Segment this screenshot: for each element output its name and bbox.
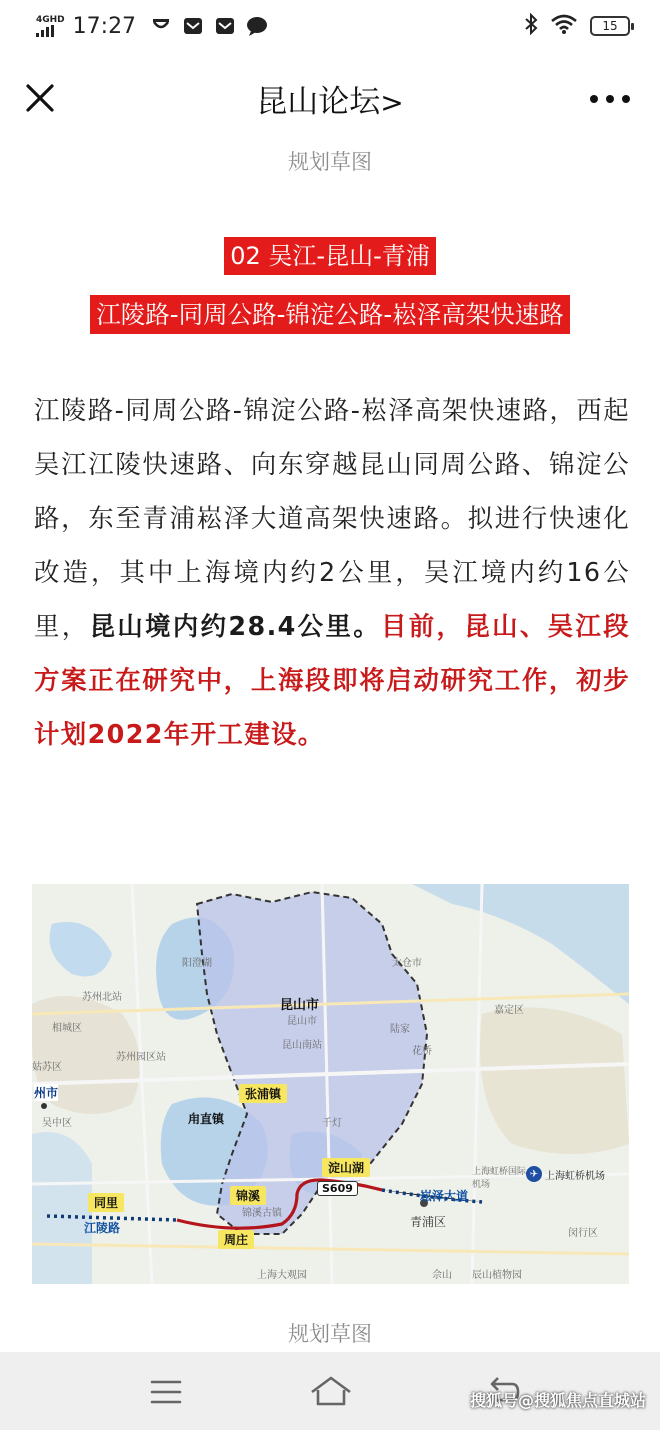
map-label-hongqiao-sub: 上海虹桥国际机场 <box>472 1167 527 1190</box>
system-navigation-bar <box>0 1352 660 1430</box>
map-label-minhang: 闵行区 <box>568 1228 598 1239</box>
mail-notification-icon-2 <box>214 15 236 37</box>
map-tag-songze: 崧泽大道 <box>420 1189 469 1203</box>
map-label-qiandeng: 千灯 <box>322 1118 342 1129</box>
image-caption-top: 规划草图 <box>288 150 372 174</box>
map-label-kunshan-south: 昆山南站 <box>282 1040 322 1051</box>
wifi-icon <box>550 13 578 39</box>
map-tag-jiangling: 江陵路 <box>84 1221 121 1235</box>
route-planning-map[interactable] <box>32 884 629 1284</box>
map-tag-luzhi: 甪直镇 <box>188 1112 225 1126</box>
app-notification-icon <box>150 15 172 37</box>
paragraph-bold-text: 昆山境内约28.4公里。 <box>89 611 381 641</box>
map-label-qingpu: 青浦区 <box>410 1215 447 1229</box>
road-shield-badge: S609 <box>317 1181 358 1196</box>
menu-icon <box>146 1374 186 1410</box>
headline-road-names <box>0 296 660 331</box>
clock: 17:27 <box>72 13 137 39</box>
map-label-jinxi-sub: 锦溪古镇 <box>242 1208 282 1219</box>
headline-text: 02 吴江-昆山-青浦 <box>224 237 436 275</box>
menu-button[interactable] <box>146 1374 186 1410</box>
headline-text: 江陵路-同周公路-锦淀公路-崧泽高架快速路 <box>90 295 570 334</box>
map-label-lvzhi: 陆家 <box>390 1024 410 1035</box>
article-paragraph <box>34 383 630 761</box>
map-label-jiading: 嘉定区 <box>494 1005 524 1016</box>
map-label-shanghai-lake: 上海大观园 <box>257 1270 307 1281</box>
chat-notification-icon <box>246 15 268 37</box>
image-caption-bottom: 规划草图 <box>288 1322 372 1346</box>
forum-title: 昆山论坛 <box>256 84 381 120</box>
map-tag-jinxi: 锦溪 <box>230 1186 266 1205</box>
home-icon <box>308 1374 354 1410</box>
hongqiao-label: 上海虹桥机场 <box>545 1170 605 1182</box>
more-dot-icon <box>606 95 614 103</box>
more-dot-icon <box>622 95 630 103</box>
map-tag-tongli: 同里 <box>88 1193 124 1212</box>
mail-notification-icon <box>182 15 204 37</box>
map-label-chenshan: 辰山植物园 <box>472 1270 522 1281</box>
map-label-kunshan-sub: 昆山市 <box>287 1016 317 1027</box>
paragraph-highlight-text: 目前，昆山、吴江段方案正在研究中，上海段即将启动研究工作，初步计划2022年开工建设。 <box>34 611 630 749</box>
more-options-button[interactable] <box>590 84 630 114</box>
network-type: 4GHD <box>36 15 65 25</box>
status-bar <box>0 0 660 52</box>
hongqiao-airport-marker <box>526 1166 605 1182</box>
nav-bar <box>0 62 660 134</box>
map-label-yangcheng: 阳澄湖 <box>182 958 212 969</box>
cell-signal-icon <box>36 15 65 37</box>
source-watermark: 搜狐号@搜狐焦点直城站 <box>469 1391 646 1410</box>
map-label-wuzhong: 吴中区 <box>42 1118 72 1129</box>
map-label-xiangcheng: 相城区 <box>52 1023 82 1034</box>
map-label-suzhou: 州市 <box>34 1086 59 1100</box>
map-label-huaqiao: 花桥 <box>412 1046 432 1057</box>
map-label-suzhou-park: 苏州园区站 <box>116 1052 166 1063</box>
map-label-kunshan: 昆山市 <box>280 998 320 1013</box>
paragraph-normal-text: 江陵路-同周公路-锦淀公路-崧泽高架快速路，西起吴江江陵快速路、向东穿越昆山同周公路、锦淀公路，东至青浦崧泽大道高架快速路。拟进行快速化改造，其中上海境内约2公里，吴江境内约16公里， <box>34 395 630 641</box>
map-tag-zhangpu: 张浦镇 <box>239 1084 287 1103</box>
airport-icon: ✈ <box>526 1166 542 1182</box>
battery-icon: 15 <box>590 16 630 36</box>
map-label-gusu: 姑苏区 <box>32 1062 62 1073</box>
headline-route-number <box>0 236 660 271</box>
more-dot-icon <box>590 95 598 103</box>
map-label-suzhou-north: 苏州北站 <box>82 992 122 1003</box>
map-label-sheshan: 佘山 <box>432 1270 452 1281</box>
bluetooth-icon <box>524 13 538 39</box>
forum-title-link[interactable] <box>0 76 660 121</box>
map-label-taicang: 太仓市 <box>392 958 422 969</box>
map-tag-dianshan: 淀山湖 <box>322 1158 370 1177</box>
map-tag-zhouzhuang: 周庄 <box>218 1230 254 1249</box>
home-button[interactable] <box>308 1374 354 1410</box>
chevron-right-icon: > <box>380 86 404 119</box>
